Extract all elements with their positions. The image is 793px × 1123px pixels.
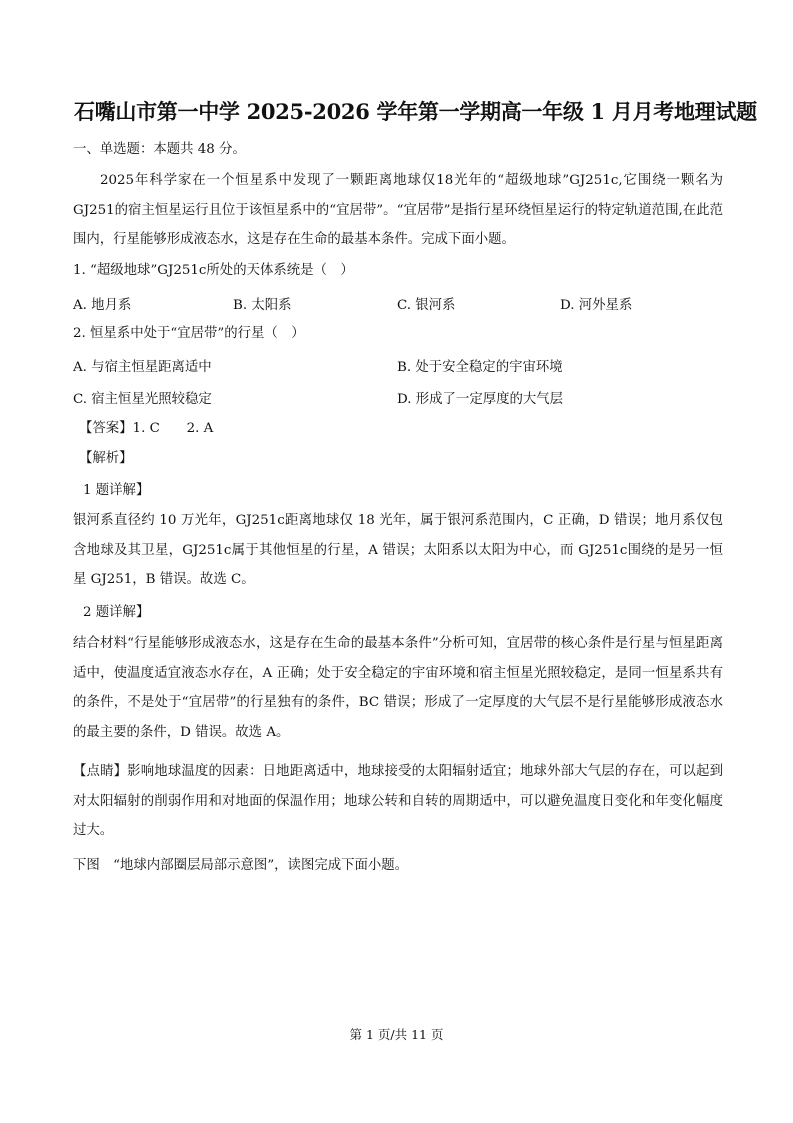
detail-1-text: 银河系直径约 10 万光年，GJ251c距离地球仅 18 光年，属于银河系范围内，C 正确，D 错误；地月系仅包含地球及其卫星，GJ251c属于其他恒星的行星，A 错误；太阳系以太阳为中心，而 GJ251c围绕的是另一恒星 GJ251，B 错误。故选 C。 (73, 513, 723, 587)
next-material-line: 下图 “地球内部圈层局部示意图”，读图完成下面小题。 (73, 858, 409, 873)
material-paragraph: 2025年科学家在一个恒星系中发现了一颗距离地球仅18光年的“超级地球”GJ251c,它围绕一颗名为GJ251的宿主恒星运行且位于该恒星系中的“宜居带”。“宜居带”是指行星环绕恒星运行的特定轨道范围,在此范围内，行星能够形成液态水，这是存在生命的最基本条件。完成下面小题。 (73, 173, 723, 247)
detail-2-label: 2 题详解】 (83, 605, 150, 620)
q2-option-b: B. 处于安全稳定的宇宙环境 (397, 360, 563, 375)
q2-option-a: A. 与宿主恒星距离适中 (73, 360, 212, 375)
answer-line: 【答案】1. C 2. A (79, 421, 214, 436)
q1-option-b: B. 太阳系 (233, 298, 292, 313)
section-heading: 一、单选题：本题共 48 分。 (73, 142, 246, 157)
q1-option-c: C. 银河系 (397, 298, 456, 313)
page-footer: 第 1 页/共 11 页 (349, 1027, 444, 1042)
detail-2-text: 结合材料“行星能够形成液态水，这是存在生命的最基本条件”分析可知，宜居带的核心条件是行星与恒星距离适中，使温度适宜液态水存在，A 正确；处于安全稳定的宇宙环境和宿主恒星光照较稳定，是同一恒星系共有的条件，不是处于“宜居带”的行星独有的条件，BC 错误；形成了一定厚度的大气层不是行星能够形成液态水的最主要的条件，D 错误。故选 A。 (73, 636, 723, 740)
q1-option-a: A. 地月系 (73, 298, 132, 313)
q2-option-d: D. 形成了一定厚度的大气层 (397, 392, 564, 407)
detail-1-label: 1 题详解】 (83, 483, 150, 498)
tip-paragraph: 【点睛】影响地球温度的因素：日地距离适中，地球接受的太阳辐射适宜；地球外部大气层的存在，可以起到对太阳辐射的削弱作用和对地面的保温作用；地球公转和自转的周期适中，可以避免温度日变化和年变化幅度过大。 (73, 764, 723, 838)
q2-option-c: C. 宿主恒星光照较稳定 (73, 392, 212, 407)
q1-option-d: D. 河外星系 (560, 298, 633, 313)
question-2-stem: 2. 恒星系中处于“宜居带”的行星（ ） (73, 326, 305, 341)
analysis-label: 【解析】 (79, 451, 133, 466)
page-title: 石嘴山市第一中学 2025-2026 学年第一学期高一年级 1 月月考地理试题 (74, 99, 757, 124)
question-1-stem: 1. “超级地球”GJ251c所处的天体系统是（ ） (73, 263, 354, 278)
